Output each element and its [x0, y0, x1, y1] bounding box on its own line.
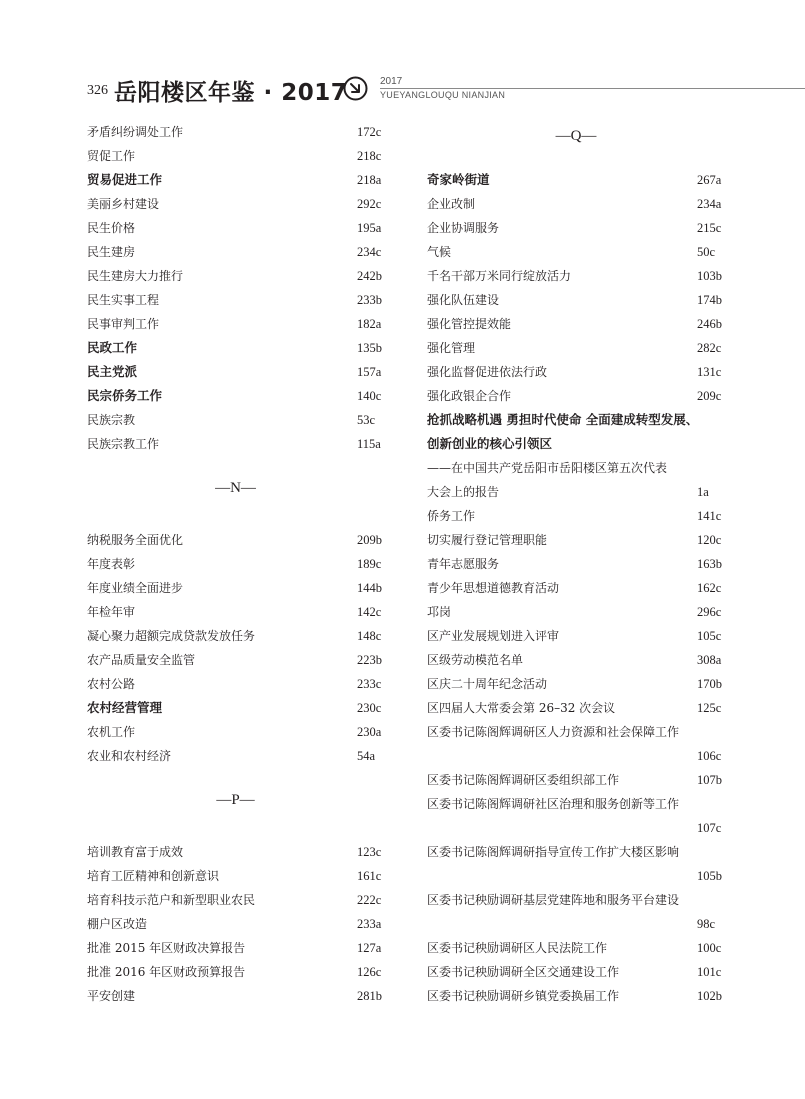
index-term: 区委书记秧励调研区人民法院工作	[427, 941, 608, 955]
page-reference: 174b	[697, 293, 722, 307]
index-term: 年度表彰	[87, 557, 136, 571]
index-entry	[87, 216, 384, 240]
index-entry	[427, 168, 725, 192]
page-reference: 267a	[697, 173, 722, 187]
index-term: 矛盾纠纷调处工作	[87, 125, 184, 139]
index-term: 区委书记陈阁辉调研社区治理和服务创新等工作	[427, 797, 680, 811]
index-entry	[87, 384, 384, 408]
index-term: 民生实事工程	[87, 293, 160, 307]
index-entry	[427, 672, 725, 696]
index-column-right	[427, 120, 725, 1008]
index-term: 区产业发展规划进入评审	[427, 629, 560, 643]
index-term: 农村公路	[87, 677, 136, 691]
index-entry	[427, 792, 725, 816]
index-entry	[87, 552, 384, 576]
index-term: 创新创业的核心引领区	[427, 436, 553, 451]
index-term: 民生建房	[87, 245, 136, 259]
index-entry	[87, 912, 384, 936]
page-reference: 135b	[357, 341, 382, 355]
index-entry	[427, 576, 725, 600]
index-entry	[87, 720, 384, 744]
index-entry	[427, 312, 725, 336]
index-entry	[87, 288, 384, 312]
index-term: 区委书记秧励调研基层党建阵地和服务平台建设	[427, 893, 680, 907]
page-reference: 234a	[697, 197, 722, 211]
index-entry	[427, 456, 725, 480]
index-term: 区委书记陈阁辉调研区委组织部工作	[427, 773, 620, 787]
index-entry	[427, 912, 725, 936]
index-term: 区委书记陈阁辉调研区人力资源和社会保障工作	[427, 725, 680, 739]
index-term: 强化监督促进依法行政	[427, 365, 548, 379]
index-term: 区委书记陈阁辉调研指导宣传工作扩大楼区影响	[427, 845, 680, 859]
index-term: 邛岗	[427, 605, 452, 619]
page-reference: 161c	[357, 869, 382, 883]
page-reference: 233b	[357, 293, 382, 307]
index-entry	[427, 216, 725, 240]
index-entry	[427, 816, 725, 840]
index-entry	[427, 552, 725, 576]
page-reference: 282c	[697, 341, 722, 355]
index-entry	[87, 648, 384, 672]
index-entry	[87, 120, 384, 144]
page-reference: 218c	[357, 149, 382, 163]
index-term: 强化政银企合作	[427, 389, 512, 403]
page-reference: 242b	[357, 269, 382, 283]
page-reference: 107b	[697, 773, 722, 787]
index-term: 区委书记秧励调研乡镇党委换届工作	[427, 989, 620, 1003]
index-entry	[87, 408, 384, 432]
index-entry	[427, 384, 725, 408]
page-reference: 127a	[357, 941, 382, 955]
page-reference: 162c	[697, 581, 722, 595]
index-entry	[427, 624, 725, 648]
page-header	[0, 0, 805, 110]
index-entry	[427, 840, 725, 864]
page-reference: 123c	[357, 845, 382, 859]
index-entry	[87, 696, 384, 720]
index-entry	[427, 528, 725, 552]
index-term: 年检年审	[87, 605, 136, 619]
index-term: 奇家岭街道	[427, 172, 490, 187]
page-reference: 140c	[357, 389, 382, 403]
index-entry	[87, 744, 384, 768]
index-entry	[427, 648, 725, 672]
index-entry	[427, 288, 725, 312]
index-term: 贸促工作	[87, 149, 136, 163]
index-entry	[87, 240, 384, 264]
index-entry	[427, 600, 725, 624]
page-reference: 103b	[697, 269, 722, 283]
index-column-left	[87, 120, 384, 1008]
index-term: 区庆二十周年纪念活动	[427, 677, 548, 691]
page-reference: 182a	[357, 317, 382, 331]
page-reference: 218a	[357, 173, 382, 187]
index-entry	[427, 240, 725, 264]
page-reference: 101c	[697, 965, 722, 979]
page-reference: 131c	[697, 365, 722, 379]
index-entry	[427, 888, 725, 912]
index-term: 强化队伍建设	[427, 293, 500, 307]
index-entry	[87, 888, 384, 912]
index-term: 青少年思想道德教育活动	[427, 581, 560, 595]
page-reference: 223b	[357, 653, 382, 667]
index-term: 民宗侨务工作	[87, 388, 163, 403]
index-entry	[427, 432, 725, 456]
index-entry	[87, 336, 384, 360]
page-reference: 189c	[357, 557, 382, 571]
index-entry	[427, 504, 725, 528]
index-entry	[87, 192, 384, 216]
index-entry	[427, 936, 725, 960]
index-term: 区委书记秧励调研全区交通建设工作	[427, 965, 620, 979]
index-entry	[427, 696, 725, 720]
index-entry	[87, 360, 384, 384]
index-term: 棚户区改造	[87, 917, 148, 931]
circle-arrow-icon	[343, 76, 368, 101]
page-reference: 195a	[357, 221, 382, 235]
page-reference: 157a	[357, 365, 382, 379]
index-entry	[427, 408, 725, 432]
page-reference: 141c	[697, 509, 722, 523]
page-reference: 281b	[357, 989, 382, 1003]
index-term: 区级劳动模范名单	[427, 653, 524, 667]
index-entry	[427, 744, 725, 768]
page-reference: 105b	[697, 869, 722, 883]
page-reference: 115a	[357, 437, 381, 451]
index-term: 民事审判工作	[87, 317, 160, 331]
index-term: 农业和农村经济	[87, 749, 172, 763]
index-term: 切实履行登记管理职能	[427, 533, 548, 547]
index-term: 贸易促进工作	[87, 172, 163, 187]
page-reference: 209c	[697, 389, 722, 403]
page-reference: 106c	[697, 749, 722, 763]
index-term: 农产品质量安全监管	[87, 653, 196, 667]
page-reference: 292c	[357, 197, 382, 211]
index-entry	[87, 528, 384, 552]
index-term: ——在中国共产党岳阳市岳阳楼区第五次代表	[427, 461, 668, 475]
index-term: 青年志愿服务	[427, 557, 500, 571]
q-section	[427, 168, 725, 1008]
index-term: 批准 2015 年区财政决算报告	[87, 941, 246, 955]
index-entry	[427, 768, 725, 792]
page-reference: 163b	[697, 557, 722, 571]
index-entry	[87, 936, 384, 960]
index-entry	[87, 312, 384, 336]
page-reference: 105c	[697, 629, 722, 643]
page-reference: 144b	[357, 581, 382, 595]
index-term: 民主党派	[87, 364, 138, 379]
page-reference: 170b	[697, 677, 722, 691]
index-term: 培育工匠精神和创新意识	[87, 869, 220, 883]
index-entry	[427, 864, 725, 888]
page-reference: 222c	[357, 893, 382, 907]
page-reference: 296c	[697, 605, 722, 619]
page-reference: 126c	[357, 965, 382, 979]
index-entry	[87, 984, 384, 1008]
page-reference: 98c	[697, 917, 716, 931]
index-term: 侨务工作	[427, 509, 476, 523]
index-entry	[87, 576, 384, 600]
index-entry	[427, 264, 725, 288]
index-term: 企业改制	[427, 197, 476, 211]
index-term: 千名干部万米同行绽放活力	[427, 269, 572, 283]
page-reference: 246b	[697, 317, 722, 331]
index-entry	[87, 264, 384, 288]
n-section	[87, 528, 384, 768]
m-section	[87, 120, 384, 456]
header-rule	[380, 88, 805, 89]
page-reference: 107c	[697, 821, 722, 835]
index-term: 企业协调服务	[427, 221, 500, 235]
index-term: 强化管理	[427, 341, 476, 355]
index-entry	[427, 480, 725, 504]
letter-heading-n: —N—	[215, 480, 256, 496]
index-term: 民生建房大力推行	[87, 269, 184, 283]
index-entry	[87, 864, 384, 888]
index-term: 民政工作	[87, 340, 138, 355]
index-term: 批准 2016 年区财政预算报告	[87, 965, 246, 979]
page-reference: 172c	[357, 125, 382, 139]
index-entry	[427, 984, 725, 1008]
page-reference: 53c	[357, 413, 376, 427]
page-reference: 120c	[697, 533, 722, 547]
header-year: 2017	[380, 76, 403, 87]
index-term: 区四届人大常委会第 26–32 次会议	[427, 701, 616, 715]
index-term: 凝心聚力超额完成贷款发放任务	[87, 629, 256, 643]
index-entry	[87, 840, 384, 864]
page-reference: 142c	[357, 605, 382, 619]
index-term: 农机工作	[87, 725, 136, 739]
page-reference: 234c	[357, 245, 382, 259]
index-term: 气候	[427, 245, 452, 259]
index-term: 年度业绩全面进步	[87, 581, 184, 595]
page-reference: 230c	[357, 701, 382, 715]
index-entry	[87, 168, 384, 192]
index-entry	[427, 192, 725, 216]
page-reference: 209b	[357, 533, 382, 547]
index-entry	[427, 720, 725, 744]
book-title: 岳阳楼区年鉴 · 2017	[114, 80, 348, 106]
letter-heading-q: —Q—	[555, 128, 597, 144]
index-term: 培训教育富于成效	[87, 845, 184, 859]
index-term: 纳税服务全面优化	[87, 533, 184, 547]
page-reference: 125c	[697, 701, 722, 715]
index-term: 大会上的报告	[427, 485, 500, 499]
page-number: 326	[87, 83, 108, 98]
index-entry	[87, 144, 384, 168]
page-reference: 230a	[357, 725, 382, 739]
letter-heading-p: —P—	[216, 792, 255, 808]
index-entry	[87, 624, 384, 648]
index-term: 强化管控提效能	[427, 317, 512, 331]
index-term: 民族宗教	[87, 413, 136, 427]
p-section	[87, 840, 384, 1008]
header-pinyin: YUEYANGLOUQU NIANJIAN	[380, 90, 506, 100]
page-reference: 50c	[697, 245, 716, 259]
index-entry	[427, 960, 725, 984]
index-entry	[87, 600, 384, 624]
index-term: 美丽乡村建设	[87, 197, 160, 211]
index-entry	[87, 960, 384, 984]
index-term: 培育科技示范户和新型职业农民	[87, 893, 256, 907]
page-reference: 215c	[697, 221, 722, 235]
page-reference: 102b	[697, 989, 722, 1003]
index-entry	[87, 432, 384, 456]
index-term: 民生价格	[87, 221, 136, 235]
page-reference: 148c	[357, 629, 382, 643]
page-reference: 308a	[697, 653, 722, 667]
page-reference: 233a	[357, 917, 382, 931]
index-term: 民族宗教工作	[87, 437, 160, 451]
index-term: 平安创建	[87, 989, 136, 1003]
page-reference: 1a	[697, 485, 709, 499]
index-entry	[427, 360, 725, 384]
page-reference: 233c	[357, 677, 382, 691]
index-term: 农村经营管理	[87, 700, 163, 715]
index-entry	[427, 336, 725, 360]
page-reference: 100c	[697, 941, 722, 955]
page-reference: 54a	[357, 749, 376, 763]
index-term: 抢抓战略机遇 勇担时代使命 全面建成转型发展、	[427, 412, 699, 427]
index-entry	[87, 672, 384, 696]
